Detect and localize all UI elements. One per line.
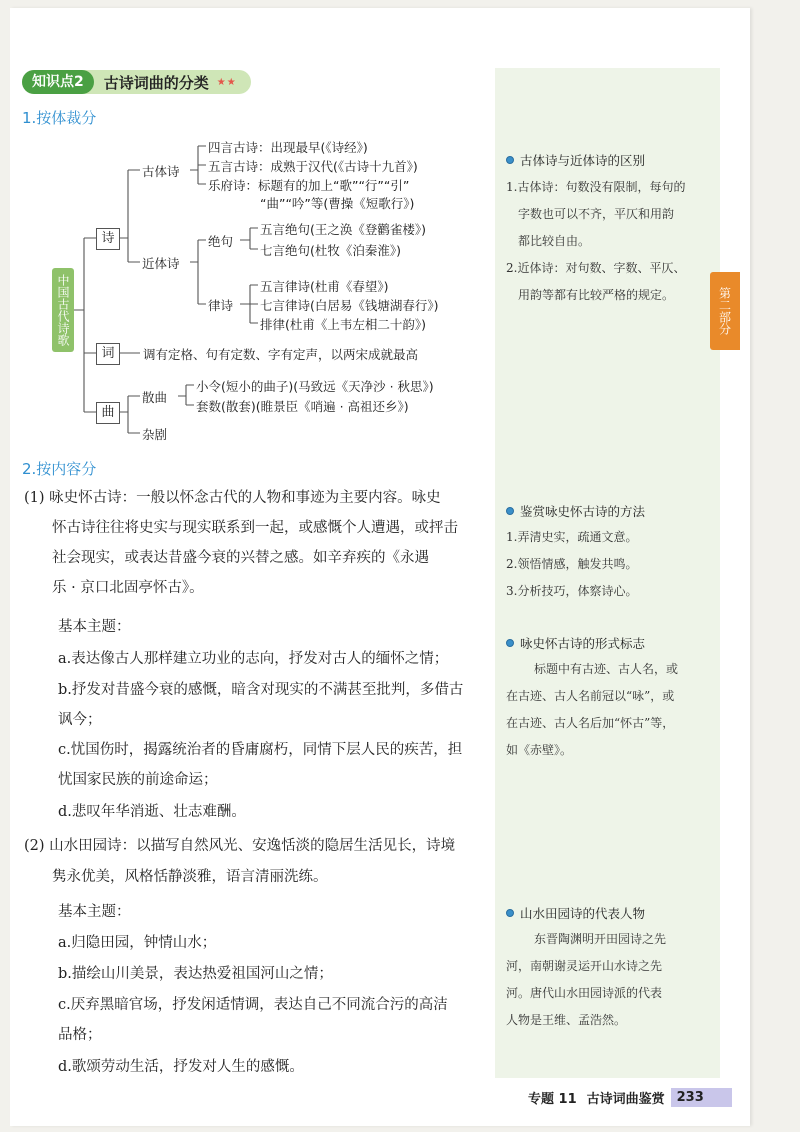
note-4-line-2: 河，南朝谢灵运开山水诗之先 <box>506 959 663 973</box>
footer-topic: 专题 11 <box>528 1091 577 1107</box>
footer-title: 古诗词曲鉴赏 <box>586 1091 665 1107</box>
note-1-line-5: 用韵等都有比较严格的规定。 <box>518 288 675 302</box>
para-2-theme-d: d.歌颂劳动生活，抒发对人生的感慨。 <box>58 1059 304 1075</box>
note-3-line-1: 标题中有古迹、古人名，或 <box>534 662 679 676</box>
para-1-theme-b: b.抒发对昔盛今衰的感慨，暗含对现实的不满甚至批判，多借古 <box>58 682 464 698</box>
tree-node-zaju: 杂剧 <box>142 427 168 442</box>
knowledge-point-title: 古诗词曲的分类 <box>103 73 209 92</box>
note-1-line-4: 2.近体诗：对句数、字数、平仄、 <box>506 261 686 275</box>
tree-node-sanqu: 散曲 <box>142 390 168 405</box>
section-title-genre: 1.按体裁分 <box>22 109 97 127</box>
tree-node-jueju: 绝句 <box>208 234 234 249</box>
bullet-dot-icon <box>506 507 514 515</box>
tree-leaf-taoshu: 套数(散套)(睢景臣《哨遍 · 高祖还乡》) <box>196 399 409 414</box>
tree-root-label: 中国古代诗歌 <box>52 268 74 352</box>
tree-leaf-ci-desc: 调有定格、句有定数、字有定声，以两宋成就最高 <box>143 347 419 362</box>
tree-leaf-siyan: 四言古诗：出现最早(《诗经》) <box>208 140 368 155</box>
note-1-title: 古体诗与近体诗的区别 <box>506 151 645 169</box>
para-1-line-2: 怀古诗往往将史实与现实联系到一起，或感慨个人遭遇，或抨击 <box>52 520 458 536</box>
para-2-theme-c: c.厌弃黑暗官场，抒发闲适情调，表达自己不同流合污的高洁 <box>58 997 448 1013</box>
para-1-theme-d: d.悲叹年华消逝、壮志难酬。 <box>58 804 246 820</box>
bullet-dot-icon <box>506 639 514 647</box>
knowledge-point-header <box>22 70 251 94</box>
tree-node-gutishi: 古体诗 <box>142 164 180 179</box>
note-4-title: 山水田园诗的代表人物 <box>506 904 645 922</box>
note-4-line-4: 人物是王维、孟浩然。 <box>506 1013 627 1027</box>
note-3-line-2: 在古迹、古人名前冠以“咏”，或 <box>506 689 675 703</box>
note-2-line-1: 1.弄清史实，疏通文意。 <box>506 530 638 544</box>
para-2-line-1: (2) 山水田园诗：以描写自然风光、安逸恬淡的隐居生活见长，诗境 <box>24 838 456 854</box>
para-2-theme-label: 基本主题： <box>58 904 131 920</box>
tree-node-poem: 诗 <box>96 228 120 250</box>
part-section-tab: 第二部分 <box>710 272 740 350</box>
note-2-line-3: 3.分析技巧，体察诗心。 <box>506 584 638 598</box>
tree-leaf-yuefu-cont: “曲”“吟”等(曹操《短歌行》) <box>260 196 415 211</box>
tree-leaf-xiaoling: 小令(短小的曲子)(马致远《天净沙 · 秋思》) <box>196 379 434 394</box>
note-1-line-3: 都比较自由。 <box>518 234 591 248</box>
knowledge-point-tag: 知识点2 <box>22 70 94 94</box>
tree-node-jintishi: 近体诗 <box>142 256 180 271</box>
bullet-dot-icon <box>506 156 514 164</box>
para-1-line-4: 乐 · 京口北固亭怀古》。 <box>52 580 204 596</box>
note-3-line-3: 在古迹、古人名后加“怀古”等， <box>506 716 675 730</box>
para-2-line-2: 隽永优美，风格恬静淡雅，语言清丽洗练。 <box>52 869 328 885</box>
note-4-line-3: 河。唐代山水田园诗派的代表 <box>506 986 663 1000</box>
page-number: 233 <box>671 1088 732 1107</box>
difficulty-stars-icon: ★★ <box>216 76 237 88</box>
tree-leaf-wujue: 五言绝句(王之涣《登鹳雀楼》) <box>260 222 427 237</box>
para-1-theme-label: 基本主题： <box>58 619 131 635</box>
note-2-line-2: 2.领悟情感，触发共鸣。 <box>506 557 638 571</box>
tree-leaf-qijue: 七言绝句(杜牧《泊秦淮》) <box>260 243 402 258</box>
tree-node-lvshi: 律诗 <box>208 298 234 313</box>
tree-node-ci: 词 <box>96 343 120 365</box>
para-2-theme-b: b.描绘山川美景，表达热爱祖国河山之情； <box>58 966 333 982</box>
para-1-theme-a: a.表达像古人那样建立功业的志向，抒发对古人的缅怀之情； <box>58 651 449 667</box>
note-1-line-1: 1.古体诗：句数没有限制，每句的 <box>506 180 686 194</box>
section-title-content: 2.按内容分 <box>22 460 97 478</box>
para-1-line-3: 社会现实，或表达昔盛今衰的兴替之感。如辛弃疾的《永遇 <box>52 550 429 566</box>
bullet-dot-icon <box>506 909 514 917</box>
page-footer <box>528 1087 732 1107</box>
note-4-line-1: 东晋陶渊明开田园诗之先 <box>534 932 667 946</box>
para-2-theme-c-cont: 品格； <box>58 1027 102 1043</box>
para-1-theme-b-cont: 讽今； <box>58 712 102 728</box>
para-2-theme-a: a.归隐田园，钟情山水； <box>58 935 217 951</box>
para-1-line-1: (1) 咏史怀古诗：一般以怀念古代的人物和事迹为主要内容。咏史 <box>24 490 441 506</box>
tree-leaf-yuefu: 乐府诗：标题有的加上“歌”“行”“引” <box>208 178 410 193</box>
tree-node-qu: 曲 <box>96 402 120 424</box>
tree-leaf-wuyan: 五言古诗：成熟于汉代(《古诗十九首》) <box>208 159 418 174</box>
tree-leaf-pailv: 排律(杜甫《上韦左相二十韵》) <box>260 317 427 332</box>
note-2-title: 鉴赏咏史怀古诗的方法 <box>506 502 645 520</box>
note-1-line-2: 字数也可以不齐，平仄和用韵 <box>518 207 675 221</box>
para-1-theme-c: c.忧国伤时，揭露统治者的昏庸腐朽，同情下层人民的疾苦，担 <box>58 742 463 758</box>
tree-leaf-wulv: 五言律诗(杜甫《春望》) <box>260 279 389 294</box>
note-3-title: 咏史怀古诗的形式标志 <box>506 634 645 652</box>
note-3-line-4: 如《赤壁》。 <box>506 743 573 757</box>
para-1-theme-c-cont: 忧国家民族的前途命运； <box>58 772 218 788</box>
tree-leaf-qilv: 七言律诗(白居易《钱塘湖春行》) <box>260 298 439 313</box>
